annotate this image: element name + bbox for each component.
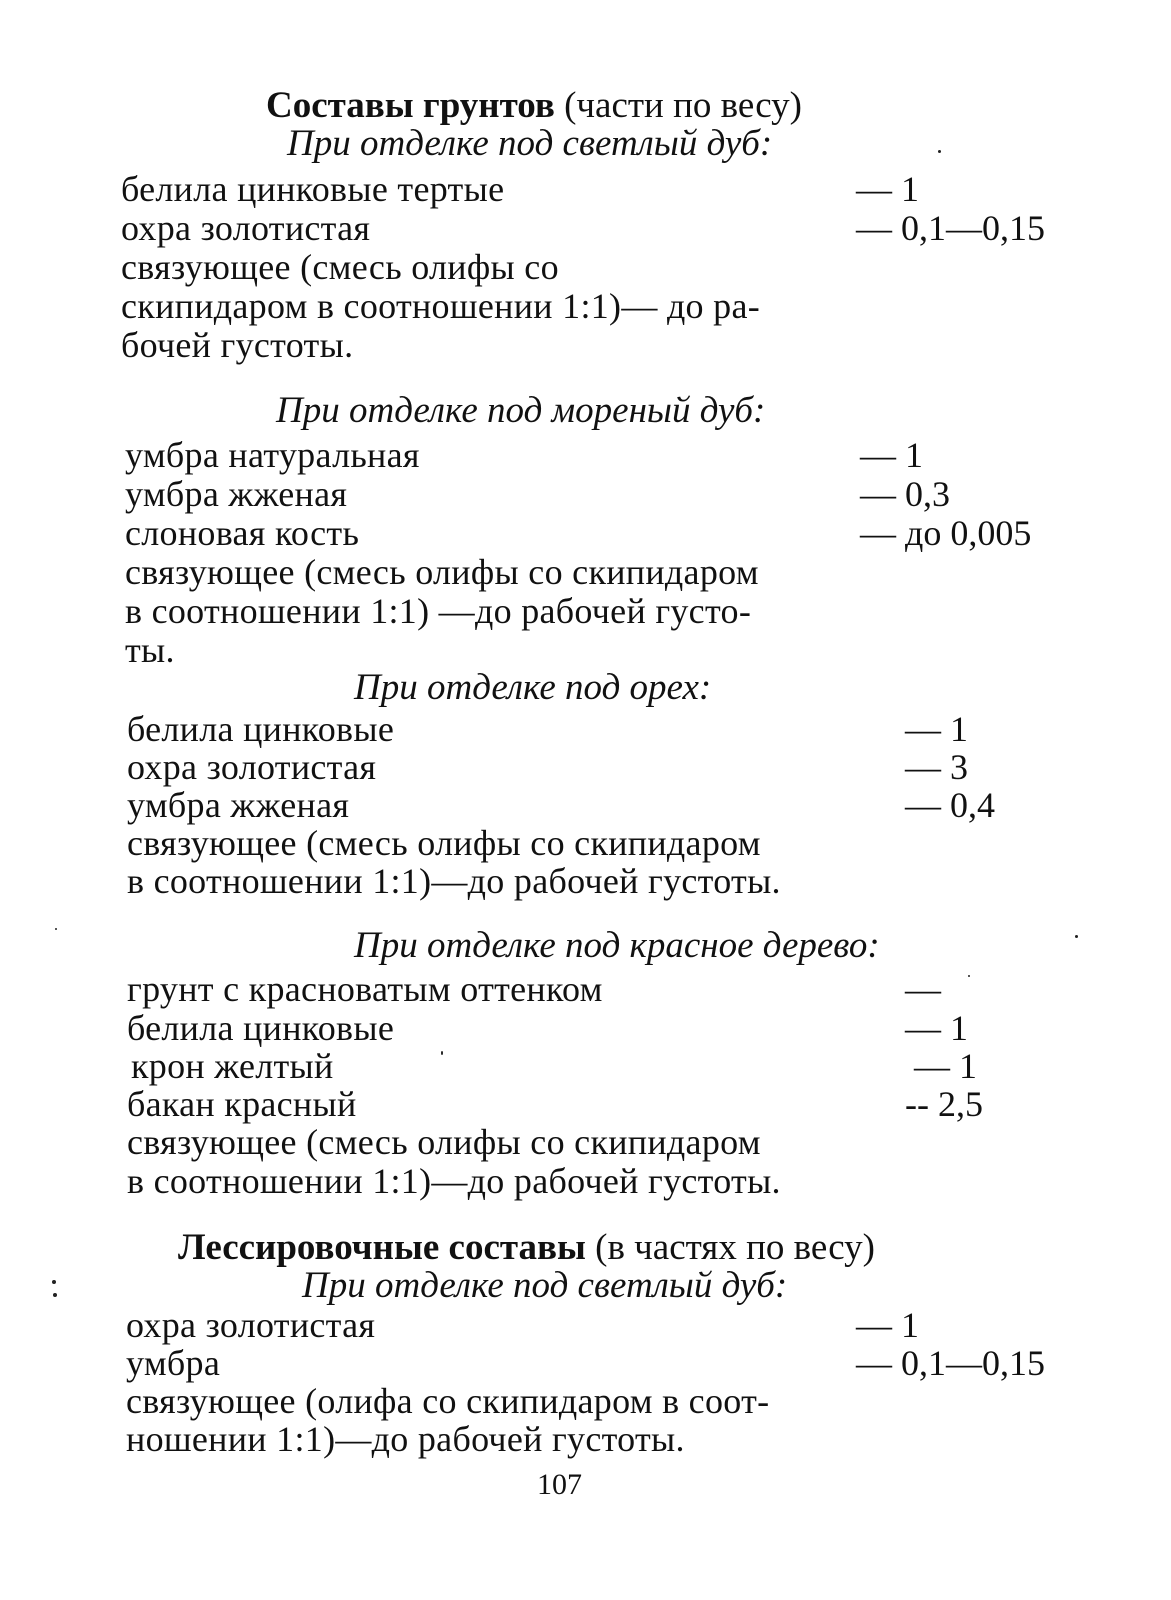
mahogany-item-qty: — — [905, 969, 941, 1009]
glaze-light-oak-item-qty: — 0,1—0,15 — [856, 1343, 1045, 1383]
walnut-item-qty: — 3 — [905, 747, 968, 787]
stained-oak-item-name: слоновая кость — [125, 513, 360, 553]
scan-speck — [55, 928, 57, 930]
mahogany-item-name: грунт с красноватым оттенком — [127, 969, 603, 1009]
mahogany-binder-line: в соотношении 1:1)—до рабочей густоты. — [127, 1161, 781, 1201]
primers-title-rest: (части по весу) — [554, 85, 803, 126]
stained-oak-heading: При отделке под мореный дуб: — [276, 390, 766, 431]
glaze-light-oak-binder-line: связующее (олифа со скипидаром в соот- — [126, 1381, 770, 1421]
stained-oak-item-qty: — до 0,005 — [860, 513, 1032, 553]
mahogany-item-name: крон желтый — [131, 1046, 334, 1086]
mahogany-item-qty: — 1 — [905, 1008, 968, 1048]
glaze-light-oak-item-name: умбра — [126, 1343, 221, 1383]
light-oak-binder-line: скипидаром в соотношении 1:1)— до ра- — [121, 286, 761, 326]
mahogany-item-name: бакан красный — [127, 1084, 357, 1124]
walnut-binder-line: связующее (смесь олифы со скипидаром — [127, 823, 761, 863]
stained-oak-binder-line: ты. — [125, 630, 175, 670]
stained-oak-binder-line: связующее (смесь олифы со скипидаром — [125, 552, 759, 592]
scan-speck — [938, 150, 941, 153]
walnut-item-name: умбра жженая — [127, 785, 350, 825]
glaze-light-oak-binder-line: ношении 1:1)—до рабочей густоты. — [126, 1419, 685, 1459]
light-oak-binder-line: связующее (смесь олифы со — [121, 247, 559, 287]
light-oak-binder-line: бочей густоты. — [121, 325, 354, 365]
light-oak-item-name: белила цинковые тертые — [121, 169, 505, 209]
walnut-heading: При отделке под орех: — [354, 667, 712, 708]
stained-oak-binder-line: в соотношении 1:1) —до рабочей густо- — [125, 591, 752, 631]
light-oak-heading: При отделке под светлый дуб: — [287, 123, 773, 164]
glaze-light-oak-item-name: охра золотистая — [126, 1305, 376, 1345]
mahogany-item-qty: -- 2,5 — [905, 1084, 983, 1124]
glazes-title — [178, 1228, 875, 1268]
primers-title-bold: Составы грунтов — [266, 85, 555, 126]
stained-oak-item-name: умбра натуральная — [125, 435, 420, 475]
light-oak-item-qty: — 0,1—0,15 — [856, 208, 1045, 248]
walnut-item-qty: — 1 — [905, 709, 968, 749]
scan-speck — [53, 1293, 57, 1297]
scan-speck — [52, 1280, 56, 1284]
glaze-light-oak-heading: При отделке под светлый дуб: — [302, 1265, 788, 1306]
mahogany-item-qty: — 1 — [914, 1046, 977, 1086]
walnut-item-name: охра золотистая — [127, 747, 377, 787]
stained-oak-item-name: умбра жженая — [125, 474, 348, 514]
walnut-item-qty: — 0,4 — [905, 785, 995, 825]
light-oak-item-qty: — 1 — [856, 169, 919, 209]
mahogany-heading: При отделке под красное дерево: — [354, 925, 880, 966]
glaze-light-oak-item-qty: — 1 — [856, 1305, 919, 1345]
scan-speck — [441, 1051, 443, 1055]
page-number: 107 — [537, 1468, 582, 1501]
light-oak-item-name: охра золотистая — [121, 208, 371, 248]
scan-speck — [1075, 935, 1078, 938]
mahogany-binder-line: связующее (смесь олифы со скипидаром — [127, 1122, 761, 1162]
stained-oak-item-qty: — 1 — [860, 435, 923, 475]
glazes-title-bold: Лессировочные составы — [178, 1227, 586, 1268]
walnut-binder-line: в соотношении 1:1)—до рабочей густоты. — [127, 861, 781, 901]
stained-oak-item-qty: — 0,3 — [860, 474, 950, 514]
mahogany-item-name: белила цинковые — [127, 1008, 395, 1048]
scan-speck — [968, 975, 970, 977]
primers-title — [266, 86, 802, 126]
walnut-item-name: белила цинковые — [127, 709, 395, 749]
glazes-title-rest: (в частях по весу) — [585, 1227, 875, 1268]
